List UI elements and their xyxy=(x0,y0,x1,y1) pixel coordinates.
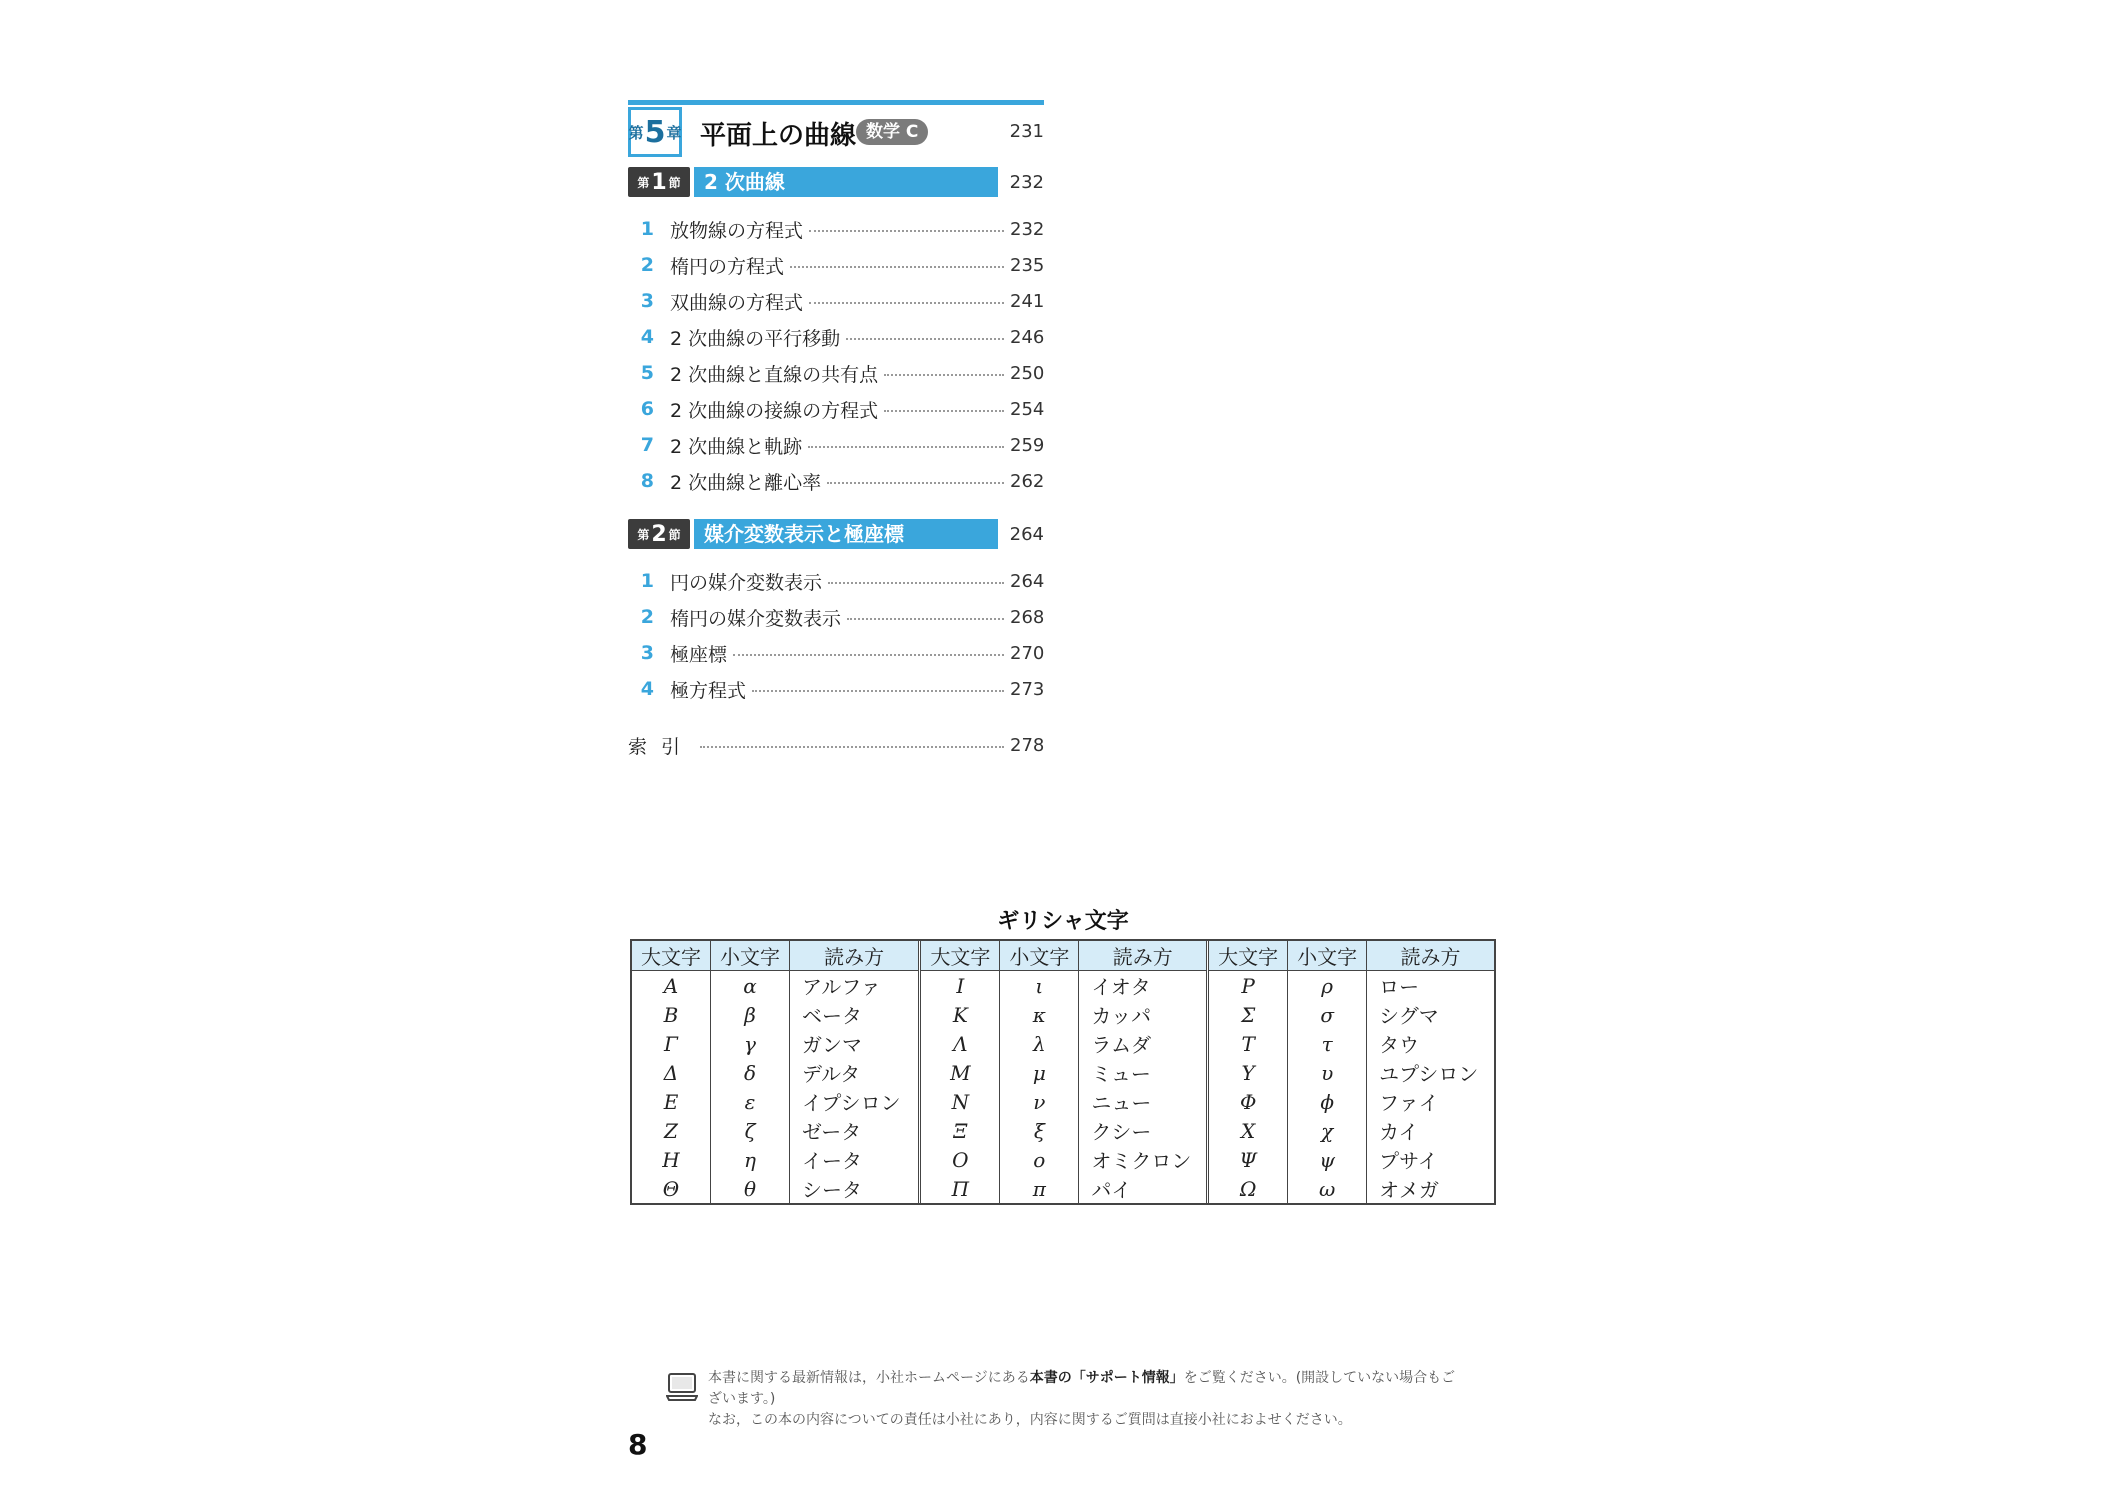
uppercase-letter: Ι xyxy=(956,973,965,998)
section-title: 2 次曲線 xyxy=(694,167,998,197)
letter-reading: ガンマ xyxy=(790,1029,919,1058)
leader-dots xyxy=(733,654,1004,656)
table-row xyxy=(632,1000,918,1029)
item-number: 2 xyxy=(640,606,654,628)
leader-dots xyxy=(884,374,1004,376)
toc-item[interactable] xyxy=(628,283,1044,319)
section-items xyxy=(628,211,1044,499)
leader-dots xyxy=(828,582,1004,584)
uppercase-letter: Ρ xyxy=(1241,973,1255,998)
letter-reading: ラムダ xyxy=(1079,1029,1206,1058)
lowercase-letter: λ xyxy=(1000,1029,1079,1058)
uppercase-letter: Π xyxy=(951,1176,970,1201)
table-row xyxy=(920,1029,1206,1058)
lowercase-letter: ω xyxy=(1288,1174,1367,1203)
leader-dots xyxy=(808,446,1004,448)
letter-reading: ベータ xyxy=(790,1000,919,1029)
table-row xyxy=(632,1087,918,1116)
item-number: 4 xyxy=(640,678,654,700)
letter-reading: ユプシロン xyxy=(1367,1058,1494,1087)
uppercase-letter: Φ xyxy=(1239,1089,1257,1114)
table-row xyxy=(920,971,1206,1001)
table-row xyxy=(632,1058,918,1087)
section-heading[interactable] xyxy=(628,519,1044,549)
lowercase-letter: μ xyxy=(1000,1058,1079,1087)
lowercase-letter: υ xyxy=(1288,1058,1367,1087)
leader-dots xyxy=(809,230,1004,232)
item-title: 楕円の方程式 xyxy=(670,255,785,278)
uppercase-letter: Ξ xyxy=(953,1118,968,1143)
toc-item[interactable] xyxy=(628,563,1044,599)
section-heading[interactable] xyxy=(628,167,1044,197)
table-row xyxy=(632,1029,918,1058)
leader-dots xyxy=(827,482,1004,484)
section-items xyxy=(628,563,1044,707)
letter-reading: プサイ xyxy=(1367,1145,1494,1174)
uppercase-letter: Ζ xyxy=(664,1118,678,1143)
table-row xyxy=(632,1116,918,1145)
uppercase-letter: Α xyxy=(663,973,679,998)
item-page: 254 xyxy=(1010,398,1045,420)
chapter-title: 平面上の曲線 xyxy=(700,121,857,151)
leader-dots xyxy=(752,690,1004,692)
chapter-heading xyxy=(628,100,1044,161)
letter-reading: カイ xyxy=(1367,1116,1494,1145)
uppercase-letter: Γ xyxy=(664,1031,678,1056)
uppercase-letter: Λ xyxy=(953,1031,968,1056)
table-row xyxy=(1208,1000,1494,1029)
item-page: 241 xyxy=(1010,290,1045,312)
support-info-link[interactable]: 本書の「サポート情報」 xyxy=(1029,1370,1184,1386)
leader-dots xyxy=(809,302,1004,304)
column-header: 大文字 xyxy=(920,941,1000,971)
column-header: 読み方 xyxy=(1367,941,1494,971)
uppercase-letter: Τ xyxy=(1241,1031,1255,1056)
table-row xyxy=(920,1087,1206,1116)
chapter-prefix: 第 xyxy=(628,123,644,142)
item-title: 2 次曲線と直線の共有点 xyxy=(670,363,879,386)
leader-dots xyxy=(790,266,1004,268)
item-page: 262 xyxy=(1010,470,1045,492)
item-title: 円の媒介変数表示 xyxy=(670,571,823,594)
item-number: 5 xyxy=(640,362,654,384)
letter-reading: カッパ xyxy=(1079,1000,1206,1029)
table-row xyxy=(1208,1029,1494,1058)
item-page: 273 xyxy=(1010,678,1045,700)
table-row xyxy=(1208,971,1494,1001)
lowercase-letter: ϕ xyxy=(1288,1087,1367,1116)
leader-dots xyxy=(847,618,1004,620)
lowercase-letter: γ xyxy=(711,1029,790,1058)
lowercase-letter: ξ xyxy=(1000,1116,1079,1145)
lowercase-letter: α xyxy=(711,971,790,1001)
table-row xyxy=(1208,1174,1494,1203)
item-page: 264 xyxy=(1010,570,1045,592)
item-page: 270 xyxy=(1010,642,1045,664)
table-row xyxy=(1208,1087,1494,1116)
table-row xyxy=(920,1116,1206,1145)
greek-alphabet-table xyxy=(630,905,1496,1205)
item-number: 4 xyxy=(640,326,654,348)
item-title: 2 次曲線と離心率 xyxy=(670,471,822,494)
table-row xyxy=(632,971,918,1001)
notice-line-2: なお，この本の内容についての責任は小社にあり，内容に関するご質問は直接小社におよせください。 xyxy=(708,1412,1352,1428)
greek-table-frame xyxy=(630,939,1496,1205)
item-title: 極座標 xyxy=(670,643,728,666)
letter-reading: ファイ xyxy=(1367,1087,1494,1116)
lowercase-letter: τ xyxy=(1288,1029,1367,1058)
column-header: 大文字 xyxy=(1208,941,1288,971)
toc-item[interactable] xyxy=(628,211,1044,247)
lowercase-letter: χ xyxy=(1288,1116,1367,1145)
lowercase-letter: σ xyxy=(1288,1000,1367,1029)
letter-reading: ミュー xyxy=(1079,1058,1206,1087)
uppercase-letter: Υ xyxy=(1241,1060,1255,1085)
letter-reading: パイ xyxy=(1079,1174,1206,1203)
index-page: 278 xyxy=(1010,734,1045,756)
leader-dots xyxy=(846,338,1004,340)
column-header: 小文字 xyxy=(1000,941,1079,971)
item-title: 放物線の方程式 xyxy=(670,219,804,242)
letter-reading: イプシロン xyxy=(790,1087,919,1116)
item-title: 2 次曲線と軌跡 xyxy=(670,435,803,458)
subject-tag: 数学 C xyxy=(856,119,928,145)
column-header: 小文字 xyxy=(711,941,790,971)
column-header: 大文字 xyxy=(632,941,711,971)
toc-item[interactable] xyxy=(628,427,1044,463)
item-number: 3 xyxy=(640,642,654,664)
toc-item[interactable] xyxy=(628,355,1044,391)
table-row xyxy=(632,1174,918,1203)
section-page: 232 xyxy=(1009,172,1044,193)
item-page: 259 xyxy=(1010,434,1045,456)
item-page: 235 xyxy=(1010,254,1045,276)
uppercase-letter: Ο xyxy=(952,1147,969,1172)
lowercase-letter: π xyxy=(1000,1174,1079,1203)
chapter-badge xyxy=(628,107,682,157)
letter-reading: クシー xyxy=(1079,1116,1206,1145)
item-page: 268 xyxy=(1010,606,1045,628)
index-entry[interactable] xyxy=(628,727,1044,763)
lowercase-letter: β xyxy=(711,1000,790,1029)
lowercase-letter: ε xyxy=(711,1087,790,1116)
column-header: 読み方 xyxy=(1079,941,1206,971)
letter-reading: イータ xyxy=(790,1145,919,1174)
lowercase-letter: δ xyxy=(711,1058,790,1087)
index-title: 索引 xyxy=(628,735,695,758)
uppercase-letter: Η xyxy=(662,1147,680,1172)
leader-dots xyxy=(884,410,1004,412)
item-number: 2 xyxy=(640,254,654,276)
leader-dots xyxy=(700,746,1004,748)
notice-line-1: 本書に関する最新情報は，小社ホームページにある本書の「サポート情報」をご覧ください。(開設していない場合もございます。) xyxy=(708,1370,1456,1407)
table-row xyxy=(920,1174,1206,1203)
column-header: 読み方 xyxy=(790,941,919,971)
section-badge: 第 2 節 xyxy=(628,519,690,549)
greek-table-title: ギリシャ文字 xyxy=(997,909,1129,934)
letter-reading: シグマ xyxy=(1367,1000,1494,1029)
uppercase-letter: Κ xyxy=(952,1002,968,1027)
letter-reading: デルタ xyxy=(790,1058,919,1087)
toc-item[interactable] xyxy=(628,319,1044,355)
uppercase-letter: Ν xyxy=(951,1089,970,1114)
toc-item[interactable] xyxy=(628,671,1044,707)
lowercase-letter: ψ xyxy=(1288,1145,1367,1174)
item-title: 双曲線の方程式 xyxy=(670,291,804,314)
letter-reading: タウ xyxy=(1367,1029,1494,1058)
toc-item[interactable] xyxy=(628,463,1044,499)
item-title: 楕円の媒介変数表示 xyxy=(670,607,842,630)
support-notice xyxy=(666,1368,1466,1431)
uppercase-letter: Ε xyxy=(663,1089,679,1114)
lowercase-letter: η xyxy=(711,1145,790,1174)
uppercase-letter: Μ xyxy=(950,1060,971,1085)
table-row xyxy=(920,1058,1206,1087)
table-row xyxy=(1208,1145,1494,1174)
lowercase-letter: κ xyxy=(1000,1000,1079,1029)
section-title: 媒介変数表示と極座標 xyxy=(694,519,998,549)
item-number: 1 xyxy=(640,570,654,592)
lowercase-letter: ζ xyxy=(711,1116,790,1145)
letter-reading: オミクロン xyxy=(1079,1145,1206,1174)
section-page: 264 xyxy=(1009,524,1044,545)
lowercase-letter: ν xyxy=(1000,1087,1079,1116)
uppercase-letter: Ω xyxy=(1239,1176,1257,1201)
lowercase-letter: θ xyxy=(711,1174,790,1203)
uppercase-letter: Σ xyxy=(1241,1002,1256,1027)
lowercase-letter: ο xyxy=(1000,1145,1079,1174)
uppercase-letter: Β xyxy=(663,1002,679,1027)
item-page: 232 xyxy=(1010,218,1045,240)
lowercase-letter: ρ xyxy=(1288,971,1367,1001)
chapter-number: 5 xyxy=(644,114,666,150)
table-of-contents xyxy=(628,100,1044,763)
item-number: 6 xyxy=(640,398,654,420)
chapter-page: 231 xyxy=(1009,121,1044,142)
section-badge: 第 1 節 xyxy=(628,167,690,197)
letter-reading: ニュー xyxy=(1079,1087,1206,1116)
table-row xyxy=(1208,1116,1494,1145)
letter-reading: オメガ xyxy=(1367,1174,1494,1203)
chapter-suffix: 章 xyxy=(666,123,682,142)
lowercase-letter: ι xyxy=(1000,971,1079,1001)
section-list xyxy=(628,167,1044,707)
item-page: 246 xyxy=(1010,326,1045,348)
letter-reading: アルファ xyxy=(790,971,919,1001)
letter-reading: ロー xyxy=(1367,971,1494,1001)
toc-item[interactable] xyxy=(628,391,1044,427)
uppercase-letter: Θ xyxy=(662,1176,680,1201)
letter-reading: ゼータ xyxy=(790,1116,919,1145)
uppercase-letter: Δ xyxy=(663,1060,679,1085)
uppercase-letter: Χ xyxy=(1241,1118,1256,1143)
page-number: 8 xyxy=(628,1428,648,1461)
computer-icon xyxy=(666,1372,698,1402)
table-row xyxy=(920,1145,1206,1174)
toc-item[interactable] xyxy=(628,635,1044,671)
item-title: 2 次曲線の平行移動 xyxy=(670,327,841,350)
item-title: 極方程式 xyxy=(670,679,747,702)
uppercase-letter: Ψ xyxy=(1239,1147,1257,1172)
letter-reading: シータ xyxy=(790,1174,919,1203)
table-row xyxy=(920,1000,1206,1029)
toc-item[interactable] xyxy=(628,247,1044,283)
item-number: 7 xyxy=(640,434,654,456)
item-number: 1 xyxy=(640,218,654,240)
table-row xyxy=(1208,1058,1494,1087)
item-page: 250 xyxy=(1010,362,1045,384)
letter-reading: イオタ xyxy=(1079,971,1206,1001)
greek-table-group xyxy=(1206,941,1494,1203)
table-row xyxy=(632,1145,918,1174)
toc-item[interactable] xyxy=(628,599,1044,635)
column-header: 小文字 xyxy=(1288,941,1367,971)
item-number: 3 xyxy=(640,290,654,312)
item-title: 2 次曲線の接線の方程式 xyxy=(670,399,879,422)
greek-table-group xyxy=(918,941,1206,1203)
item-number: 8 xyxy=(640,470,654,492)
greek-table-group xyxy=(632,941,918,1203)
